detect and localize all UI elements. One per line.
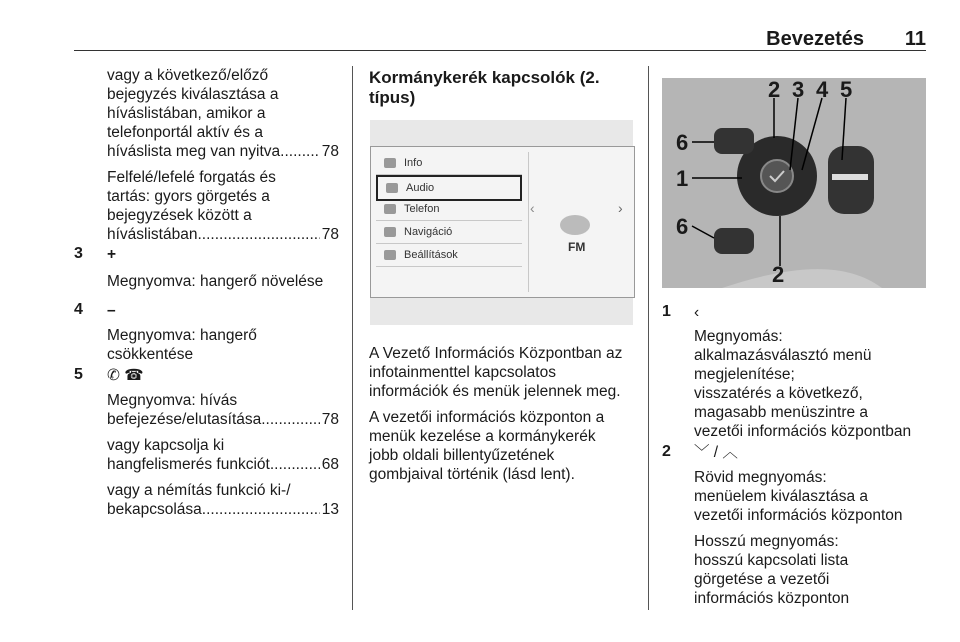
item-number-4: 4 (74, 301, 83, 318)
heading-steering-switches: Kormánykerék kapcsolók (2. típus) (369, 68, 600, 107)
column-divider-1 (352, 66, 353, 610)
callout-3: 3 (792, 78, 805, 102)
page-number: 11 (904, 28, 926, 50)
column-1 (107, 66, 339, 251)
item-3-text: Megnyomva: hangerő növelése (107, 273, 324, 290)
infotainment-screen-image (370, 120, 633, 325)
chevron-left-icon: ‹ (694, 304, 700, 321)
callout-4: 4 (816, 78, 829, 102)
callout-6-bottom: 6 (676, 214, 689, 239)
callout-1: 1 (676, 166, 689, 191)
fm-label: FM (568, 240, 586, 254)
menu-item-audio: Audio (376, 175, 522, 201)
item-number-2: 2 (662, 443, 671, 460)
page-header (74, 28, 926, 51)
info-icon (384, 158, 396, 168)
menu-item-telefon: Telefon (376, 198, 522, 221)
chevron-down-up-icon: ﹀ / ︿ (694, 444, 738, 461)
paragraph-scroll: Felfelé/lefelé forgatás és tartás: gyors görgetés a bejegyzések között a híváslistában ..... 78 (107, 168, 339, 244)
page-reference: 78 (321, 411, 339, 428)
paragraph-next-prev: vagy a következő/előző bejegyzés kiválasztása a híváslistában, amikor a telefonportál aktív és a híváslista meg van nyitva ..... 78 (107, 66, 339, 161)
radio-icon (560, 215, 590, 235)
chevron-right-icon: › (618, 200, 623, 216)
menu-item-info: Info (376, 152, 522, 175)
phone-icon (384, 204, 396, 214)
page-reference: 78 (321, 226, 339, 243)
audio-icon (386, 183, 398, 193)
chevron-left-icon: ‹ (530, 200, 535, 216)
item-4-text: Megnyomva: hangerő csökkentése (107, 327, 257, 363)
steering-wheel-image (662, 78, 926, 288)
callout-2-bottom: 2 (772, 262, 785, 287)
plus-symbol: + (107, 246, 117, 263)
section-title: Bevezetés (766, 28, 864, 50)
menu-item-beallitasok: Beállítások (376, 244, 522, 267)
callout-2-top: 2 (768, 78, 781, 102)
item-number-3: 3 (74, 245, 83, 262)
callout-6-top: 6 (676, 130, 689, 155)
page-reference: 78 (321, 143, 339, 160)
toc-line: híváslistában ..... 78 (107, 225, 339, 244)
column-divider-2 (648, 66, 649, 610)
item-number-5: 5 (74, 366, 83, 383)
item-2-text: Rövid megnyomás: menüelem kiválasztása a vezetői információs központon Hosszú megnyomás: hosszú kapcsolati lista görgetése a vezetői információs központon (694, 469, 903, 607)
item-5-text: Megnyomva: hívás befejezése/elutasítása ..... 78 vagy kapcsolja ki hangfelismerés funkciót ..... 68 vagy a némítás funkció ki-/ bekapcsolása ..... 13 (107, 391, 339, 526)
minus-symbol: – (107, 302, 116, 319)
callout-5: 5 (840, 78, 853, 102)
item-number-1: 1 (662, 303, 671, 320)
phone-hangup-icon: ✆ ☎ (107, 367, 144, 384)
settings-icon (384, 250, 396, 260)
page-reference: 13 (321, 501, 339, 518)
paragraph-dic: A Vezető Információs Központban az infotainmenttel kapcsolatos információk és menük jelennek meg. A vezetői információs központon a menük kezelése a kormánykerék jobb oldali billentyűzetének gombjaival történik (lásd lent). (369, 345, 623, 483)
item-1-text: Megnyomás: alkalmazásválasztó menü megjelenítése; visszatérés a következő, magasabb menüszintre a vezetői információs központban (694, 328, 912, 440)
toc-line: híváslista meg van nyitva ..... 78 (107, 142, 339, 161)
navigation-icon (384, 227, 396, 237)
page-reference: 68 (321, 456, 339, 473)
menu-item-navigacio: Navigáció (376, 221, 522, 244)
